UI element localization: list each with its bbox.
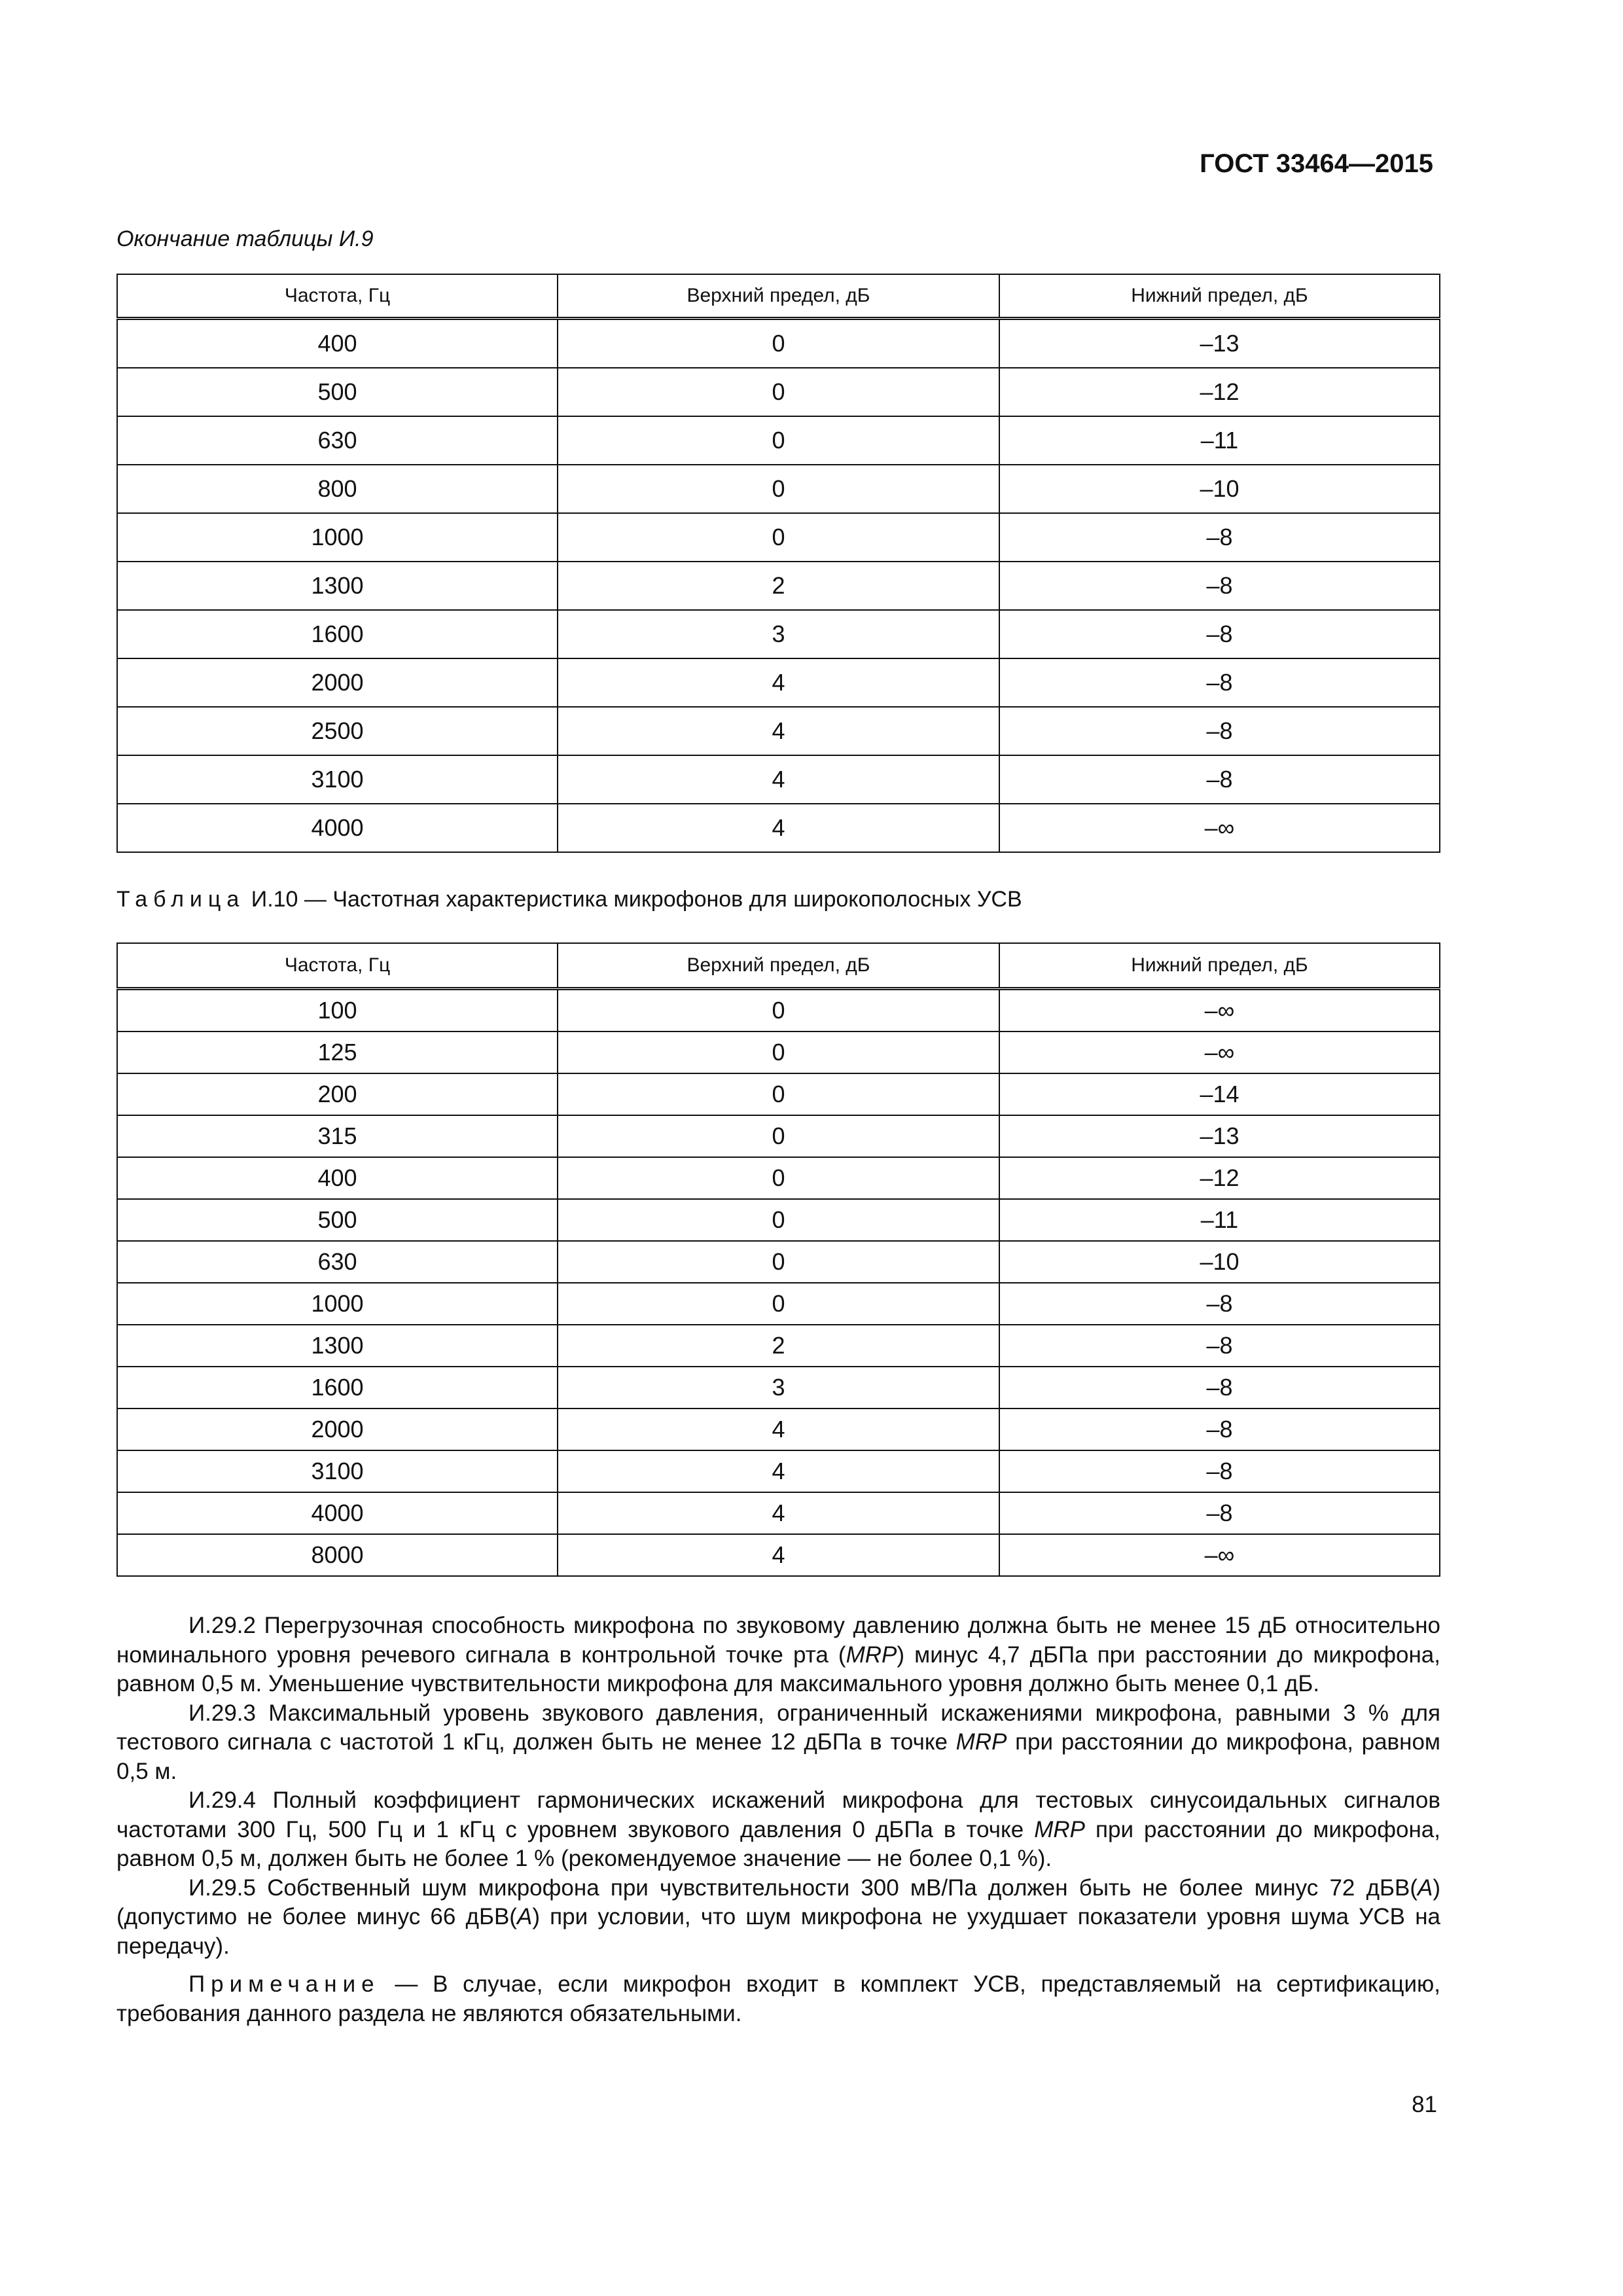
- cell-upper-limit: 0: [558, 465, 999, 513]
- cell-upper-limit: 3: [558, 1367, 999, 1408]
- cell-frequency: 100: [117, 989, 558, 1032]
- cell-frequency: 125: [117, 1031, 558, 1073]
- table-row: [117, 1199, 1440, 1241]
- cell-upper-limit: 4: [558, 1408, 999, 1450]
- text-run: при расстоянии до микрофона, равном 0,5 м.: [116, 1729, 1440, 1784]
- cell-upper-limit: 0: [558, 1031, 999, 1073]
- cell-frequency: 800: [117, 465, 558, 513]
- cell-lower-limit: –8: [999, 658, 1440, 707]
- italic-term: A: [516, 1904, 533, 1929]
- cell-lower-limit: –8: [999, 1408, 1440, 1450]
- table-body: [117, 989, 1440, 1577]
- cell-frequency: 1000: [117, 1283, 558, 1325]
- cell-upper-limit: 0: [558, 1199, 999, 1241]
- cell-lower-limit: –∞: [999, 804, 1440, 852]
- column-header-upper-limit: Верхний предел, дБ: [558, 943, 999, 989]
- cell-upper-limit: 4: [558, 804, 999, 852]
- cell-frequency: 400: [117, 319, 558, 368]
- cell-lower-limit: –13: [999, 1115, 1440, 1157]
- table-row: [117, 465, 1440, 513]
- cell-frequency: 2000: [117, 658, 558, 707]
- text-run: И.29.5 Собственный шум микрофона при чувствительности 300 мВ/Па должен быть не более минус 72 дБВ(: [188, 1874, 1418, 1901]
- table-row: [117, 755, 1440, 804]
- text-run: И.29.4 Полный коэффициент гармонических искажений микрофона для тестовых синусоидальных сигналов частотами 300 Гц, 500 Гц и 1 кГц с уровнем звукового давления 0 дБПа в точке: [116, 1787, 1440, 1842]
- table-9: [116, 274, 1440, 853]
- table-header-row: [117, 943, 1440, 989]
- cell-lower-limit: –8: [999, 562, 1440, 610]
- cell-lower-limit: –11: [999, 416, 1440, 465]
- cell-upper-limit: 2: [558, 1325, 999, 1367]
- cell-upper-limit: 0: [558, 513, 999, 562]
- note-text: — В случае, если микрофон входит в комплект УСВ, представляемый на сертификацию, требования данного раздела не являются обязательными.: [116, 1971, 1440, 2026]
- paragraph-i-29-4: [116, 1786, 1440, 1874]
- cell-lower-limit: –14: [999, 1073, 1440, 1115]
- italic-term: MRP: [1034, 1816, 1086, 1842]
- table-row: [117, 1325, 1440, 1367]
- table-row: [117, 804, 1440, 852]
- column-header-upper-limit: Верхний предел, дБ: [558, 274, 999, 319]
- cell-lower-limit: –∞: [999, 989, 1440, 1032]
- cell-lower-limit: –8: [999, 1283, 1440, 1325]
- paragraph-i-29-2: [116, 1611, 1440, 1699]
- cell-lower-limit: –8: [999, 1367, 1440, 1408]
- cell-lower-limit: –∞: [999, 1534, 1440, 1576]
- cell-upper-limit: 4: [558, 707, 999, 755]
- cell-lower-limit: –8: [999, 1325, 1440, 1367]
- table-row: [117, 1408, 1440, 1450]
- text-run: ) минус 4,7 дБПа при расстоянии до микрофона, равном 0,5 м. Уменьшение чувствительности микрофона для максимального уровня должно быть менее 0,1 дБ.: [116, 1641, 1440, 1696]
- paragraph-i-29-3: [116, 1699, 1440, 1787]
- cell-lower-limit: –8: [999, 1450, 1440, 1492]
- table-row: [117, 368, 1440, 416]
- cell-upper-limit: 4: [558, 1534, 999, 1576]
- cell-upper-limit: 0: [558, 319, 999, 368]
- cell-lower-limit: –12: [999, 368, 1440, 416]
- table-row: [117, 610, 1440, 658]
- table-row: [117, 1534, 1440, 1576]
- column-header-frequency: Частота, Гц: [117, 274, 558, 319]
- table-body: [117, 319, 1440, 853]
- cell-frequency: 200: [117, 1073, 558, 1115]
- cell-upper-limit: 0: [558, 1115, 999, 1157]
- cell-upper-limit: 0: [558, 416, 999, 465]
- column-header-frequency: Частота, Гц: [117, 943, 558, 989]
- italic-term: MRP: [955, 1729, 1007, 1755]
- cell-lower-limit: –8: [999, 755, 1440, 804]
- table-row: [117, 1450, 1440, 1492]
- italic-term: MRP: [846, 1641, 897, 1668]
- table-title: И.10 — Частотная характеристика микрофонов для широкополосных УСВ: [251, 887, 1022, 912]
- cell-lower-limit: –13: [999, 319, 1440, 368]
- table-row: [117, 658, 1440, 707]
- cell-upper-limit: 0: [558, 1283, 999, 1325]
- page-number: 81: [1412, 2092, 1437, 2117]
- table-10: [116, 942, 1440, 1577]
- table-header-row: [117, 274, 1440, 319]
- text-run: И.29.3 Максимальный уровень звукового давления, ограниченный искажениями микрофона, равными 3 % для тестового сигнала с частотой 1 кГц, должен быть не менее 12 дБПа в точке: [116, 1700, 1440, 1755]
- table-row: [117, 989, 1440, 1032]
- cell-upper-limit: 0: [558, 1157, 999, 1199]
- table-row: [117, 707, 1440, 755]
- cell-frequency: 400: [117, 1157, 558, 1199]
- paragraph-i-29-5: [116, 1874, 1440, 1962]
- cell-upper-limit: 0: [558, 1073, 999, 1115]
- cell-upper-limit: 4: [558, 1450, 999, 1492]
- cell-frequency: 630: [117, 416, 558, 465]
- table-row: [117, 1241, 1440, 1283]
- table-row: [117, 513, 1440, 562]
- cell-frequency: 2000: [117, 1408, 558, 1450]
- cell-upper-limit: 0: [558, 368, 999, 416]
- table-10-caption: [116, 887, 1022, 912]
- cell-frequency: 2500: [117, 707, 558, 755]
- cell-lower-limit: –8: [999, 1492, 1440, 1534]
- text-run: И.29.2 Перегрузочная способность микрофона по звуковому давлению должна быть не менее 15 дБ относительно номинального уровня речевого сигнала в контрольной точке рта (: [116, 1613, 1440, 1668]
- italic-term: A: [1417, 1874, 1433, 1901]
- table-row: [117, 1157, 1440, 1199]
- column-header-lower-limit: Нижний предел, дБ: [999, 274, 1440, 319]
- cell-frequency: 1600: [117, 1367, 558, 1408]
- text-run: при расстоянии до микрофона, равном 0,5 м, должен быть не более 1 % (рекомендуемое значение — не более 0,1 %).: [116, 1816, 1440, 1871]
- table-label: Таблица: [116, 887, 245, 912]
- cell-frequency: 630: [117, 1241, 558, 1283]
- table-row: [117, 1031, 1440, 1073]
- table-row: [117, 1115, 1440, 1157]
- table-9-caption: Окончание таблицы И.9: [116, 226, 374, 251]
- cell-lower-limit: –10: [999, 465, 1440, 513]
- cell-frequency: 8000: [117, 1534, 558, 1576]
- cell-lower-limit: –11: [999, 1199, 1440, 1241]
- cell-lower-limit: –8: [999, 513, 1440, 562]
- cell-frequency: 315: [117, 1115, 558, 1157]
- table-row: [117, 1492, 1440, 1534]
- table-row: [117, 416, 1440, 465]
- table-row: [117, 1367, 1440, 1408]
- table-row: [117, 1283, 1440, 1325]
- table-row: [117, 1073, 1440, 1115]
- cell-frequency: 500: [117, 1199, 558, 1241]
- cell-upper-limit: 4: [558, 658, 999, 707]
- cell-lower-limit: –12: [999, 1157, 1440, 1199]
- cell-upper-limit: 2: [558, 562, 999, 610]
- cell-frequency: 1000: [117, 513, 558, 562]
- cell-frequency: 3100: [117, 755, 558, 804]
- cell-upper-limit: 4: [558, 1492, 999, 1534]
- cell-lower-limit: –10: [999, 1241, 1440, 1283]
- cell-lower-limit: –∞: [999, 1031, 1440, 1073]
- cell-upper-limit: 3: [558, 610, 999, 658]
- text-run: ) при условии, что шум микрофона не ухудшает показатели уровня шума УСВ на передачу).: [116, 1904, 1441, 1959]
- text-run: ) (допустимо не более минус 66 дБВ(: [116, 1874, 1440, 1929]
- cell-frequency: 500: [117, 368, 558, 416]
- cell-upper-limit: 0: [558, 1241, 999, 1283]
- table-row: [117, 562, 1440, 610]
- note-label: Примечание: [188, 1971, 380, 1997]
- body-text: [116, 1611, 1440, 2028]
- cell-frequency: 1600: [117, 610, 558, 658]
- note: [116, 1970, 1440, 2028]
- cell-upper-limit: 4: [558, 755, 999, 804]
- cell-upper-limit: 0: [558, 989, 999, 1032]
- cell-frequency: 4000: [117, 1492, 558, 1534]
- cell-lower-limit: –8: [999, 707, 1440, 755]
- cell-frequency: 4000: [117, 804, 558, 852]
- cell-frequency: 1300: [117, 1325, 558, 1367]
- table-row: [117, 319, 1440, 368]
- cell-frequency: 1300: [117, 562, 558, 610]
- column-header-lower-limit: Нижний предел, дБ: [999, 943, 1440, 989]
- cell-frequency: 3100: [117, 1450, 558, 1492]
- cell-lower-limit: –8: [999, 610, 1440, 658]
- document-code: ГОСТ 33464—2015: [1200, 149, 1433, 178]
